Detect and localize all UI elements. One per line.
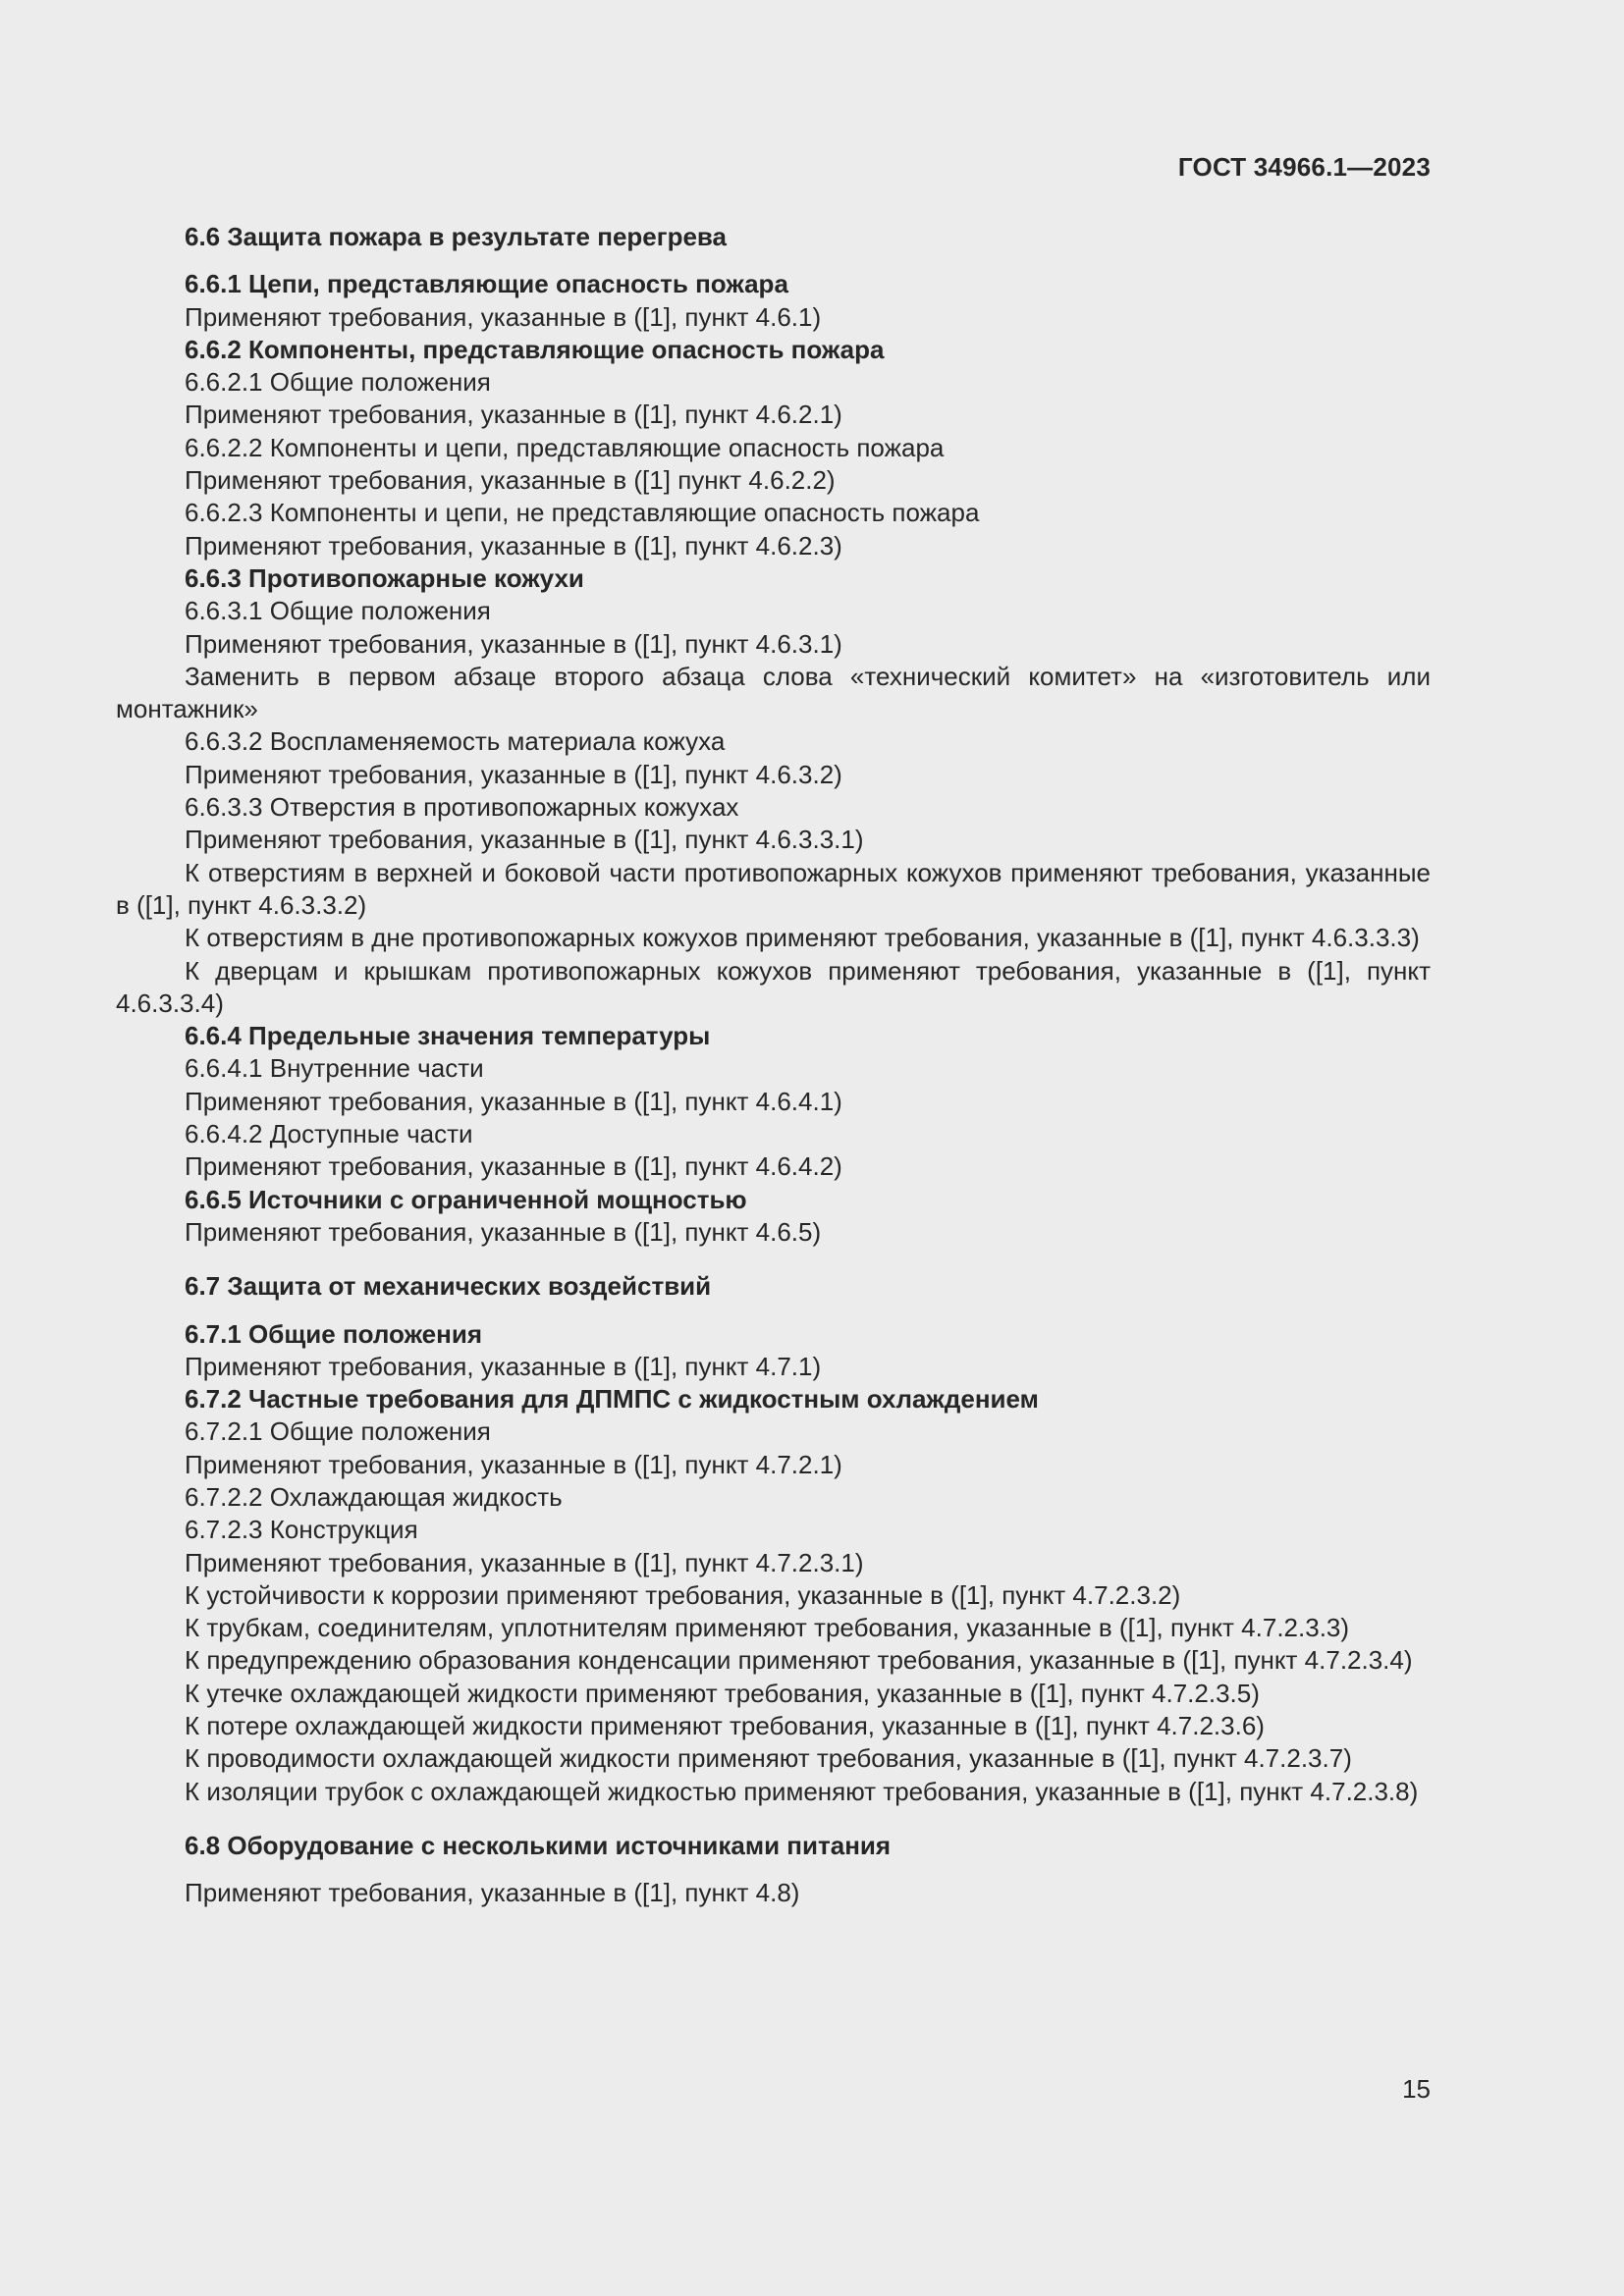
heading-6-6-2: 6.6.2 Компоненты, представляющие опасность пожара	[185, 334, 885, 364]
heading-6-7-1: 6.7.1 Общие положения	[185, 1318, 482, 1349]
paragraph: К утечке охлаждающей жидкости применяют требования, указанные в ([1], пункт 4.7.2.3.5)	[185, 1678, 1260, 1708]
paragraph: Применяют требования, указанные в ([1], пункт 4.7.1)	[185, 1351, 822, 1381]
paragraph: Применяют требования, указанные в ([1] пункт 4.6.2.2)	[185, 465, 836, 496]
subheading-6-6-4-1: 6.6.4.1 Внутренние части	[185, 1053, 484, 1084]
subheading-6-7-2-2: 6.7.2.2 Охлаждающая жидкость	[185, 1481, 563, 1512]
subheading-6-6-2-1: 6.6.2.1 Общие положения	[185, 367, 491, 398]
standard-header: ГОСТ 34966.1—2023	[1177, 152, 1431, 182]
paragraph: К устойчивости к коррозии применяют требования, указанные в ([1], пункт 4.7.2.3.2)	[185, 1579, 1181, 1610]
subheading-6-6-2-2: 6.6.2.2 Компоненты и цепи, представляющие опасность пожара	[185, 432, 945, 462]
document-page	[116, 0, 1431, 2296]
paragraph: Применяют требования, указанные в ([1], пункт 4.6.3.1)	[185, 628, 842, 659]
paragraph: Заменить в первом абзаце второго абзаца слова «технический комитет» на «изготовитель или монтажник»	[116, 661, 1431, 724]
paragraph: Применяют требования, указанные в ([1], пункт 4.6.4.1)	[185, 1086, 842, 1116]
heading-6-6-4: 6.6.4 Предельные значения температуры	[185, 1021, 711, 1051]
subheading-6-6-4-2: 6.6.4.2 Доступные части	[185, 1119, 473, 1149]
subheading-6-6-3-3: 6.6.3.3 Отверстия в противопожарных кожухах	[185, 792, 739, 823]
paragraph: Применяют требования, указанные в ([1], пункт 4.6.2.3)	[185, 530, 842, 561]
paragraph: Применяют требования, указанные в ([1], пункт 4.7.2.3.1)	[185, 1547, 864, 1577]
paragraph: Применяют требования, указанные в ([1], пункт 4.6.4.2)	[185, 1151, 842, 1182]
paragraph: Применяют требования, указанные в ([1], пункт 4.6.1)	[185, 301, 822, 332]
subheading-6-6-3-2: 6.6.3.2 Воспламеняемость материала кожуха	[185, 726, 726, 757]
heading-6-6-5: 6.6.5 Источники с ограниченной мощностью	[185, 1184, 747, 1214]
paragraph: К отверстиям в дне противопожарных кожухов применяют требования, указанные в ([1], пункт 4.6.3.3.3)	[185, 923, 1420, 953]
paragraph: К отверстиям в верхней и боковой части противопожарных кожухов применяют требования, указанные в ([1], пункт 4.6.3.3.2)	[116, 857, 1431, 920]
section-title-6-7: 6.7 Защита от механических воздействий	[185, 1271, 712, 1302]
paragraph: К дверцам и крышкам противопожарных кожухов применяют требования, указанные в ([1], пункт 4.6.3.3.4)	[116, 955, 1431, 1018]
paragraph: Применяют требования, указанные в ([1], пункт 4.6.3.2)	[185, 759, 842, 789]
subheading-6-6-2-3: 6.6.2.3 Компоненты и цепи, не представляющие опасность пожара	[185, 498, 980, 528]
heading-6-6-1: 6.6.1 Цепи, представляющие опасность пожара	[185, 269, 788, 299]
subheading-6-7-2-1: 6.7.2.1 Общие положения	[185, 1416, 491, 1447]
subheading-6-7-2-3: 6.7.2.3 Конструкция	[185, 1515, 418, 1545]
document-body	[116, 221, 1431, 1910]
paragraph: К проводимости охлаждающей жидкости применяют требования, указанные в ([1], пункт 4.7.2.3.7)	[185, 1743, 1352, 1774]
section-title-6-6: 6.6 Защита пожара в результате перегрева	[185, 222, 728, 251]
paragraph: Применяют требования, указанные в ([1], пункт 4.6.5)	[185, 1216, 822, 1247]
paragraph: Применяют требования, указанные в ([1], пункт 4.7.2.1)	[185, 1449, 842, 1479]
subheading-6-6-3-1: 6.6.3.1 Общие положения	[185, 596, 491, 626]
paragraph: К изоляции трубок с охлаждающей жидкостью применяют требования, указанные в ([1], пункт 4.7.2.3.8)	[185, 1776, 1419, 1806]
paragraph: К предупреждению образования конденсации применяют требования, указанные в ([1], пункт 4.7.2.3.4)	[185, 1645, 1413, 1676]
paragraph: К трубкам, соединителям, уплотнителям применяют требования, указанные в ([1], пункт 4.7.2.3.3)	[185, 1613, 1350, 1643]
heading-6-6-3: 6.6.3 Противопожарные кожухи	[185, 562, 584, 593]
paragraph: К потере охлаждающей жидкости применяют требования, указанные в ([1], пункт 4.7.2.3.6)	[185, 1711, 1265, 1741]
paragraph: Применяют требования, указанные в ([1], пункт 4.6.2.1)	[185, 400, 842, 430]
paragraph: Применяют требования, указанные в ([1], пункт 4.6.3.3.1)	[185, 825, 864, 855]
paragraph: Применяют требования, указанные в ([1], пункт 4.8)	[185, 1878, 800, 1908]
section-title-6-8: 6.8 Оборудование с несколькими источниками питания	[185, 1830, 892, 1860]
page-number: 15	[1402, 2074, 1431, 2104]
heading-6-7-2: 6.7.2 Частные требования для ДПМПС с жидкостным охлаждением	[185, 1384, 1039, 1415]
